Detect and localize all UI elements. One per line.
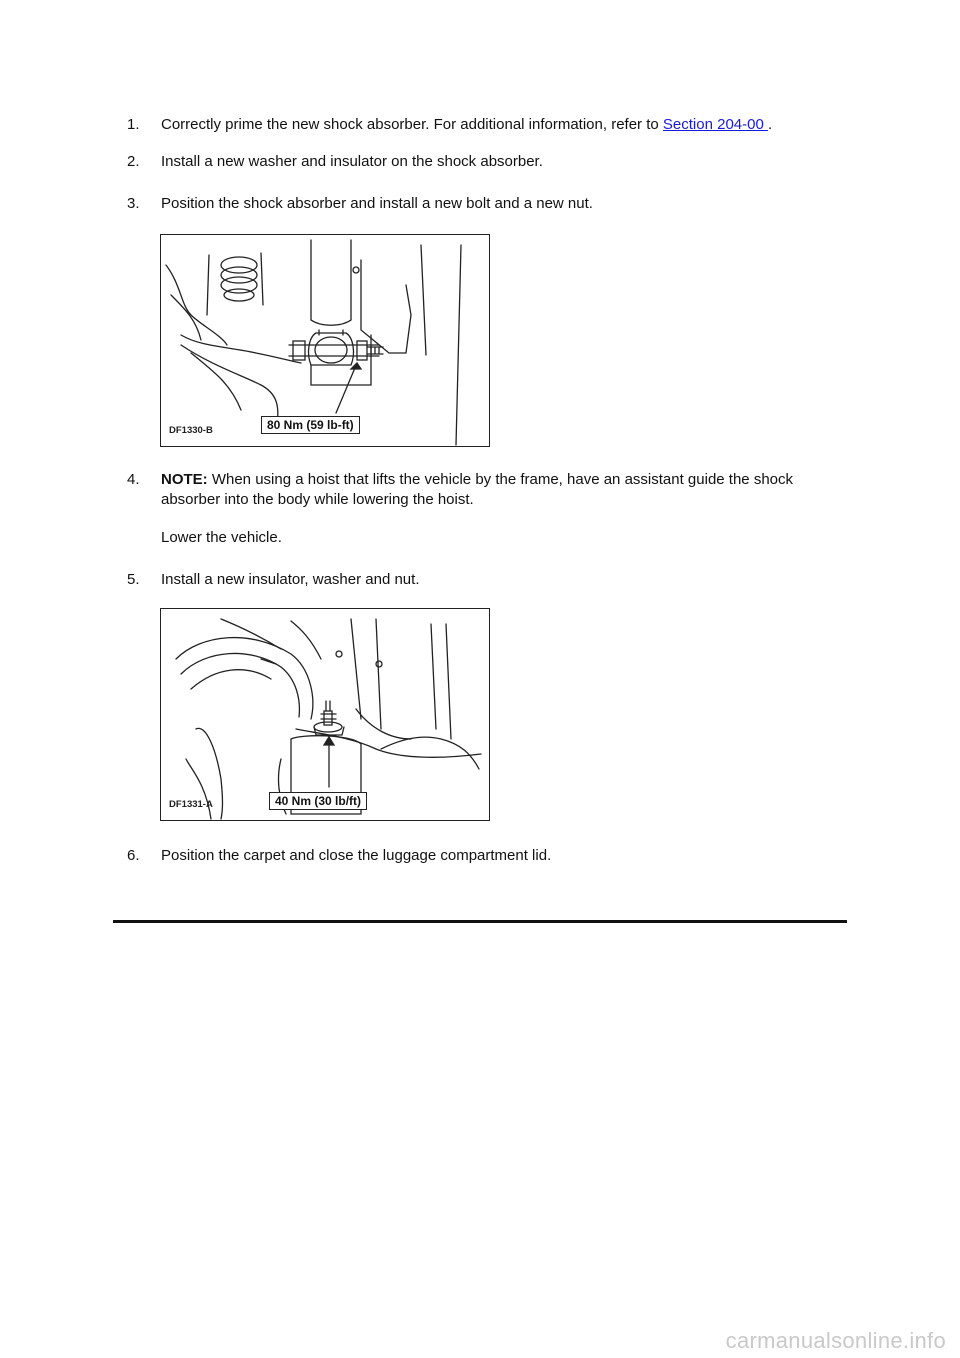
step-text: Lower the vehicle. bbox=[161, 529, 282, 546]
section-divider bbox=[113, 920, 847, 923]
step-text: Install a new washer and insulator on the shock absorber. bbox=[161, 153, 543, 170]
note bbox=[161, 470, 851, 510]
step-number: 3. bbox=[127, 195, 140, 212]
step-number: 6. bbox=[127, 847, 140, 864]
step-number: 2. bbox=[127, 153, 140, 170]
step-number: 5. bbox=[127, 571, 140, 588]
torque-spec-label: 40 Nm (30 lb/ft) bbox=[269, 792, 367, 810]
torque-spec-label: 80 Nm (59 lb-ft) bbox=[261, 416, 360, 434]
shock-lower-mount-illustration bbox=[161, 235, 489, 446]
note-text: When using a hoist that lifts the vehicle by the frame, have an assistant guide the shock absorber into the body while lowering the hoist. bbox=[161, 471, 794, 508]
step-number: 4. bbox=[127, 471, 140, 488]
note-label: NOTE: bbox=[161, 471, 208, 488]
step-number: 1. bbox=[127, 116, 140, 133]
step-text: Correctly prime the new shock absorber. For additional information, refer to Section 204-00 . bbox=[161, 116, 773, 133]
figure-shock-lower-mount bbox=[160, 234, 490, 447]
shock-upper-mount-illustration bbox=[161, 609, 489, 820]
watermark: carmanualsonline.info bbox=[725, 1328, 946, 1353]
figure-shock-upper-mount bbox=[160, 608, 490, 821]
step-text: Install a new insulator, washer and nut. bbox=[161, 571, 420, 588]
step-text: Position the shock absorber and install a new bolt and a new nut. bbox=[161, 195, 593, 212]
section-link[interactable]: Section 204-00 bbox=[662, 116, 768, 133]
step-text: Position the carpet and close the luggage compartment lid. bbox=[161, 847, 552, 864]
figure-id: DF1331-A bbox=[169, 799, 213, 810]
figure-id: DF1330-B bbox=[169, 425, 213, 436]
